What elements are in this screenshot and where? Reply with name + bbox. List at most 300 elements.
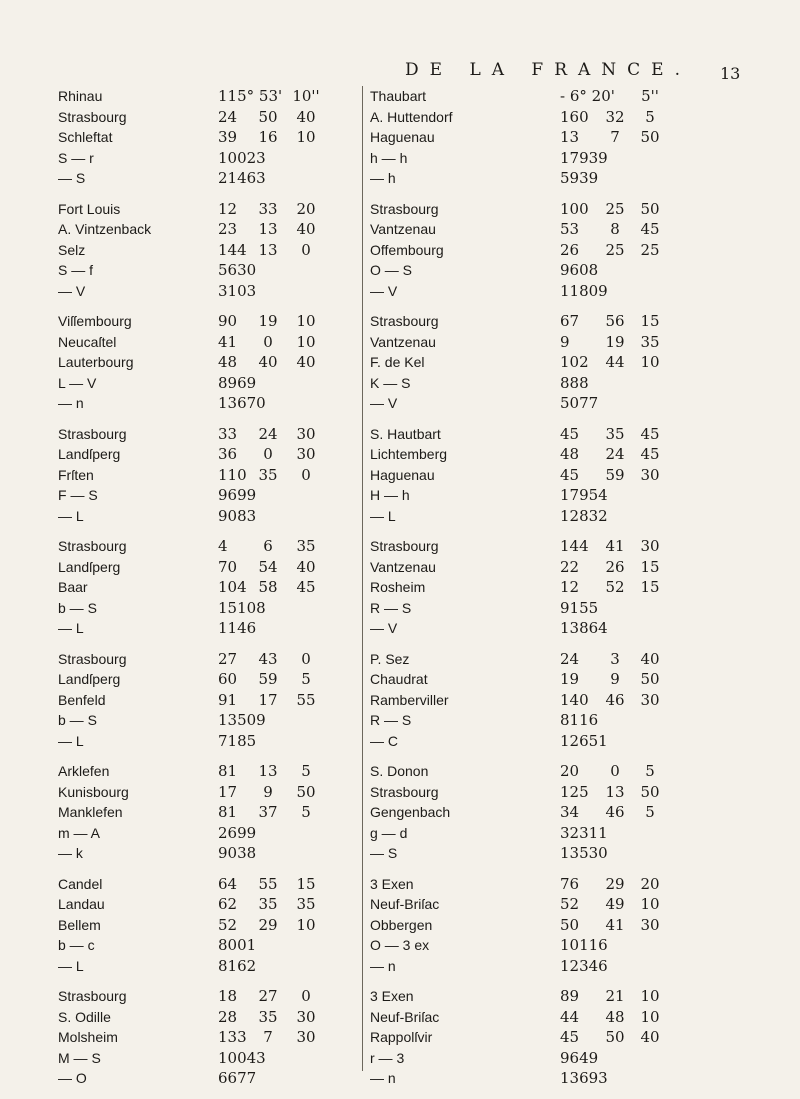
- right-value: 9155: [560, 598, 599, 617]
- right-value: 76: [560, 874, 580, 893]
- table-group: [0, 761, 800, 864]
- left-value: 45: [296, 578, 316, 596]
- left-place-name: b — c: [58, 937, 95, 953]
- left-place-name: Fort Louis: [58, 200, 121, 217]
- right-value: 888: [560, 373, 589, 392]
- right-value: 45: [640, 445, 660, 463]
- left-value: 37: [258, 803, 278, 821]
- left-value: 7185: [218, 731, 257, 750]
- left-place-name: — k: [58, 845, 83, 861]
- right-place-name: Lichtemberg: [370, 446, 448, 462]
- right-value: 3: [610, 649, 620, 668]
- table-group: [0, 199, 800, 302]
- left-place-name: Landſperg: [58, 558, 121, 575]
- left-place-name: Strasbourg: [58, 538, 127, 554]
- right-value: 10116: [560, 936, 608, 954]
- left-value: 13: [258, 220, 278, 238]
- left-value: 35: [258, 1007, 278, 1026]
- left-value: 8162: [218, 956, 257, 975]
- right-value: - 6° 20': [560, 87, 615, 105]
- left-value: 55: [296, 690, 316, 709]
- table-group: [0, 86, 800, 189]
- right-place-name: g — d: [370, 824, 408, 841]
- left-value: 3103: [218, 281, 257, 300]
- left-place-name: — L: [58, 507, 84, 524]
- right-value: 8116: [560, 711, 599, 729]
- right-value: 50: [605, 1028, 625, 1046]
- left-value: 29: [258, 915, 278, 934]
- right-place-name: Neuf-Briſac: [370, 896, 440, 912]
- right-value: 12346: [560, 956, 608, 975]
- left-value: 8001: [218, 936, 257, 954]
- right-value: 5077: [560, 394, 599, 412]
- right-value: 50: [640, 670, 660, 688]
- table-row: [0, 956, 800, 977]
- right-place-name: Vantzenau: [370, 558, 436, 575]
- left-value: 21463: [218, 169, 266, 187]
- right-place-name: Strasbourg: [370, 313, 439, 329]
- left-value: 15: [296, 874, 316, 893]
- left-value: 23: [218, 220, 238, 238]
- left-value: 9699: [218, 486, 257, 504]
- right-place-name: — C: [370, 732, 398, 749]
- right-value: 140: [560, 690, 589, 709]
- table-group: [0, 536, 800, 639]
- right-value: 20: [560, 762, 580, 780]
- left-value: 9: [263, 782, 273, 801]
- right-value: 20: [640, 874, 660, 893]
- right-value: 53: [560, 220, 580, 238]
- left-place-name: m — A: [58, 824, 101, 841]
- right-value: 10: [640, 987, 660, 1005]
- right-place-name: O — S: [370, 262, 413, 278]
- right-value: 17954: [560, 486, 608, 504]
- right-place-name: — V: [370, 620, 398, 636]
- left-place-name: F — S: [58, 487, 98, 503]
- left-place-name: A. Vintzenback: [58, 221, 152, 237]
- left-place-name: S — r: [58, 149, 94, 166]
- left-value: 59: [258, 670, 278, 688]
- left-place-name: Landſperg: [58, 446, 121, 462]
- left-place-name: S — f: [58, 262, 94, 278]
- left-place-name: Benfeld: [58, 691, 106, 708]
- right-value: 10: [640, 1007, 660, 1026]
- right-value: 49: [605, 895, 625, 913]
- right-value: 13530: [560, 844, 608, 862]
- right-place-name: F. de Kel: [370, 354, 425, 370]
- left-value: 58: [258, 578, 278, 596]
- table-row: [0, 373, 800, 394]
- left-place-name: Viſſembourg: [58, 313, 132, 329]
- table-row: [0, 240, 800, 261]
- right-place-name: Vantzenau: [370, 221, 436, 237]
- table-row: [0, 148, 800, 169]
- left-value: 18: [218, 987, 238, 1005]
- left-value: 13: [258, 762, 278, 780]
- table-row: [0, 1007, 800, 1028]
- table-row: [0, 424, 800, 445]
- table-row: [0, 618, 800, 639]
- left-value: 144: [218, 240, 247, 259]
- table-row: [0, 107, 800, 128]
- left-value: 91: [218, 690, 238, 709]
- right-value: 24: [560, 649, 580, 668]
- right-value: 44: [560, 1007, 580, 1026]
- left-value: 62: [218, 895, 238, 913]
- right-value: 45: [560, 465, 580, 484]
- table-row: [0, 465, 800, 486]
- table-row: [0, 761, 800, 782]
- right-value: 24: [605, 445, 625, 463]
- left-value: 115° 53': [218, 87, 283, 105]
- right-value: 11809: [560, 281, 608, 300]
- table-row: [0, 577, 800, 598]
- right-place-name: — L: [370, 507, 396, 524]
- table-row: [0, 731, 800, 752]
- left-value: 0: [263, 445, 273, 463]
- right-value: 5939: [560, 169, 599, 187]
- left-value: 24: [258, 424, 278, 443]
- table-row: [0, 1048, 800, 1069]
- left-place-name: Molsheim: [58, 1029, 118, 1045]
- left-place-name: Landſperg: [58, 671, 121, 687]
- right-value: 7: [610, 128, 620, 146]
- left-value: 40: [296, 557, 316, 576]
- table-row: [0, 823, 800, 844]
- right-place-name: r — 3: [370, 1049, 405, 1066]
- right-place-name: Strasbourg: [370, 783, 439, 800]
- table-row: [0, 843, 800, 864]
- left-place-name: — S: [58, 170, 86, 186]
- left-place-name: Strasbourg: [58, 108, 127, 125]
- right-place-name: R — S: [370, 712, 412, 728]
- table-row: [0, 444, 800, 465]
- left-place-name: Frſten: [58, 466, 94, 483]
- left-value: 8969: [218, 373, 257, 392]
- left-place-name: Landau: [58, 896, 105, 912]
- table-row: [0, 127, 800, 148]
- left-value: 7: [263, 1028, 273, 1046]
- left-value: 13: [258, 240, 278, 259]
- right-value: 12: [560, 578, 580, 596]
- right-value: 17939: [560, 148, 608, 167]
- right-value: 9608: [560, 261, 599, 279]
- table-row: [0, 557, 800, 578]
- right-place-name: Thaubart: [370, 88, 427, 104]
- left-place-name: — L: [58, 957, 84, 974]
- left-value: 64: [218, 874, 238, 893]
- left-value: 36: [218, 445, 238, 463]
- left-place-name: — L: [58, 620, 84, 636]
- right-value: 30: [640, 690, 660, 709]
- right-value: 25: [605, 240, 625, 259]
- right-place-name: Offembourg: [370, 241, 444, 258]
- left-value: 5: [301, 762, 311, 780]
- right-value: 13: [605, 782, 625, 801]
- right-place-name: — V: [370, 395, 398, 411]
- left-place-name: Manklefen: [58, 804, 123, 820]
- left-value: 90: [218, 312, 238, 330]
- right-value: 12651: [560, 731, 608, 750]
- left-place-name: b — S: [58, 712, 97, 728]
- left-value: 133: [218, 1028, 247, 1046]
- left-value: 6677: [218, 1069, 257, 1087]
- right-value: 13: [560, 128, 580, 146]
- table-row: [0, 168, 800, 189]
- left-value: 70: [218, 557, 238, 576]
- left-value: 10043: [218, 1048, 266, 1067]
- right-place-name: P. Sez: [370, 650, 410, 667]
- left-value: 10: [296, 915, 316, 934]
- table-row: [0, 485, 800, 506]
- right-value: 35: [605, 424, 625, 443]
- table-row: [0, 86, 800, 107]
- left-value: 0: [301, 987, 311, 1005]
- left-value: 16: [258, 128, 278, 146]
- left-value: 35: [296, 895, 316, 913]
- right-value: 26: [560, 240, 580, 259]
- left-value: 24: [218, 107, 238, 126]
- right-value: 25: [640, 240, 660, 259]
- left-place-name: Kunisbourg: [58, 783, 129, 800]
- left-place-name: — O: [58, 1070, 87, 1086]
- right-value: 45: [560, 424, 580, 443]
- table-group: [0, 986, 800, 1089]
- left-value: 10: [296, 332, 316, 351]
- right-value: 19: [560, 670, 580, 688]
- left-value: 20: [296, 199, 316, 218]
- right-value: 67: [560, 312, 580, 330]
- left-place-name: Rhinau: [58, 88, 103, 104]
- right-place-name: R — S: [370, 599, 412, 616]
- left-value: 1146: [218, 619, 257, 637]
- left-value: 17: [258, 690, 278, 709]
- left-place-name: S. Odille: [58, 1008, 111, 1025]
- right-value: 50: [640, 128, 660, 146]
- right-value: 40: [640, 649, 660, 668]
- right-place-name: S. Donon: [370, 763, 429, 779]
- right-value: 100: [560, 199, 589, 218]
- table-row: [0, 1027, 800, 1048]
- left-place-name: Arklefen: [58, 763, 110, 779]
- right-value: 0: [610, 762, 620, 780]
- right-value: 144: [560, 537, 589, 555]
- right-value: 35: [640, 332, 660, 351]
- left-value: 48: [218, 353, 238, 371]
- right-value: 30: [640, 915, 660, 934]
- right-place-name: Obbergen: [370, 916, 433, 933]
- left-value: 81: [218, 803, 238, 821]
- left-place-name: Neucaſtel: [58, 333, 117, 350]
- table-row: [0, 506, 800, 527]
- table-group: [0, 311, 800, 414]
- right-value: 30: [640, 537, 660, 555]
- right-value: 45: [640, 424, 660, 443]
- left-value: 10: [296, 312, 316, 330]
- right-value: 89: [560, 987, 580, 1005]
- right-value: 32: [605, 107, 625, 126]
- left-value: 27: [218, 649, 238, 668]
- right-value: 12832: [560, 506, 608, 525]
- right-value: 13693: [560, 1069, 608, 1087]
- triangulation-table: [0, 86, 800, 1099]
- left-value: 39: [218, 128, 238, 146]
- right-value: 50: [640, 782, 660, 801]
- right-place-name: O — 3 ex: [370, 937, 430, 953]
- left-place-name: Strasbourg: [58, 650, 127, 667]
- table-row: [0, 710, 800, 731]
- right-value: 26: [605, 557, 625, 576]
- right-place-name: — h: [370, 170, 396, 186]
- left-value: 9083: [218, 506, 257, 525]
- right-place-name: h — h: [370, 149, 408, 166]
- left-value: 28: [218, 1007, 238, 1026]
- left-place-name: — L: [58, 732, 84, 749]
- right-value: 59: [605, 465, 625, 484]
- right-place-name: Chaudrat: [370, 671, 428, 687]
- table-row: [0, 915, 800, 936]
- table-row: [0, 874, 800, 895]
- left-place-name: Schleftat: [58, 129, 113, 145]
- left-value: 40: [258, 353, 278, 371]
- left-value: 30: [296, 1007, 316, 1026]
- left-value: 81: [218, 762, 238, 780]
- right-value: 10: [640, 353, 660, 371]
- right-place-name: Strasbourg: [370, 538, 439, 554]
- right-value: 125: [560, 782, 589, 801]
- right-place-name: Gengenbach: [370, 804, 451, 820]
- page-number: 13: [720, 64, 741, 83]
- right-value: 9: [610, 670, 620, 688]
- left-place-name: Bellem: [58, 916, 101, 933]
- right-value: 45: [640, 220, 660, 238]
- right-value: 5'': [641, 87, 659, 105]
- right-place-name: K — S: [370, 374, 411, 391]
- right-value: 34: [560, 803, 580, 821]
- left-place-name: Strasbourg: [58, 425, 127, 442]
- right-place-name: — n: [370, 957, 396, 974]
- right-place-name: — V: [370, 282, 398, 299]
- left-place-name: — V: [58, 282, 86, 299]
- right-place-name: 3 Exen: [370, 875, 414, 892]
- left-value: 30: [296, 424, 316, 443]
- left-value: 12: [218, 199, 238, 218]
- right-value: 50: [560, 915, 580, 934]
- left-value: 9038: [218, 844, 257, 862]
- left-value: 30: [296, 445, 316, 463]
- left-value: 13670: [218, 394, 266, 412]
- right-value: 32311: [560, 823, 608, 842]
- table-row: [0, 598, 800, 619]
- right-place-name: Neuf-Briſac: [370, 1008, 440, 1025]
- left-value: 6: [263, 537, 273, 555]
- right-place-name: Haguenau: [370, 466, 435, 483]
- right-value: 5: [645, 107, 655, 126]
- left-value: 35: [296, 537, 316, 555]
- right-value: 52: [560, 895, 580, 913]
- table-row: [0, 199, 800, 220]
- right-value: 50: [640, 199, 660, 218]
- left-value: 13509: [218, 711, 266, 729]
- left-value: 10: [296, 128, 316, 146]
- table-row: [0, 352, 800, 373]
- right-place-name: — S: [370, 845, 398, 861]
- left-value: 60: [218, 670, 238, 688]
- table-row: [0, 935, 800, 956]
- table-group: [0, 874, 800, 977]
- right-value: 5: [645, 803, 655, 821]
- right-value: 8: [610, 220, 620, 238]
- left-value: 40: [296, 220, 316, 238]
- table-group: [0, 649, 800, 752]
- left-value: 35: [258, 465, 278, 484]
- right-value: 5: [645, 762, 655, 780]
- right-place-name: — n: [370, 1070, 396, 1086]
- table-row: [0, 1068, 800, 1089]
- left-value: 0: [301, 465, 311, 484]
- right-value: 52: [605, 578, 625, 596]
- right-value: 40: [640, 1028, 660, 1046]
- left-place-name: — n: [58, 395, 84, 411]
- table-row: [0, 311, 800, 332]
- left-value: 55: [258, 874, 278, 893]
- left-value: 33: [258, 199, 278, 218]
- table-row: [0, 986, 800, 1007]
- right-value: 102: [560, 353, 589, 371]
- left-value: 0: [301, 240, 311, 259]
- table-row: [0, 782, 800, 803]
- left-value: 10'': [292, 87, 320, 105]
- left-value: 33: [218, 424, 238, 443]
- left-place-name: Lauterbourg: [58, 354, 134, 370]
- table-row: [0, 219, 800, 240]
- left-value: 0: [263, 332, 273, 351]
- left-value: 50: [296, 782, 316, 801]
- left-value: 40: [296, 107, 316, 126]
- right-value: 10: [640, 895, 660, 913]
- right-value: 19: [605, 332, 625, 351]
- table-row: [0, 332, 800, 353]
- right-place-name: H — h: [370, 487, 410, 503]
- left-value: 40: [296, 353, 316, 371]
- left-place-name: M — S: [58, 1049, 101, 1066]
- left-value: 43: [258, 649, 278, 668]
- right-value: 9649: [560, 1048, 599, 1067]
- right-place-name: Ramberviller: [370, 691, 449, 708]
- right-value: 45: [560, 1028, 580, 1046]
- right-value: 15: [640, 312, 660, 330]
- left-place-name: Strasbourg: [58, 988, 127, 1004]
- left-value: 54: [258, 557, 278, 576]
- right-place-name: A. Huttendorf: [370, 108, 453, 125]
- table-row: [0, 669, 800, 690]
- left-value: 5: [301, 803, 311, 821]
- left-value: 5630: [218, 261, 257, 279]
- table-row: [0, 802, 800, 823]
- right-place-name: Vantzenau: [370, 333, 436, 350]
- right-value: 22: [560, 557, 580, 576]
- left-value: 104: [218, 578, 247, 596]
- right-value: 21: [605, 987, 625, 1005]
- table-row: [0, 281, 800, 302]
- right-place-name: 3 Exen: [370, 988, 414, 1004]
- left-value: 4: [218, 537, 228, 555]
- right-value: 41: [605, 915, 625, 934]
- right-value: 48: [605, 1007, 625, 1026]
- left-place-name: L — V: [58, 374, 97, 391]
- right-place-name: Rosheim: [370, 579, 426, 595]
- table-row: [0, 690, 800, 711]
